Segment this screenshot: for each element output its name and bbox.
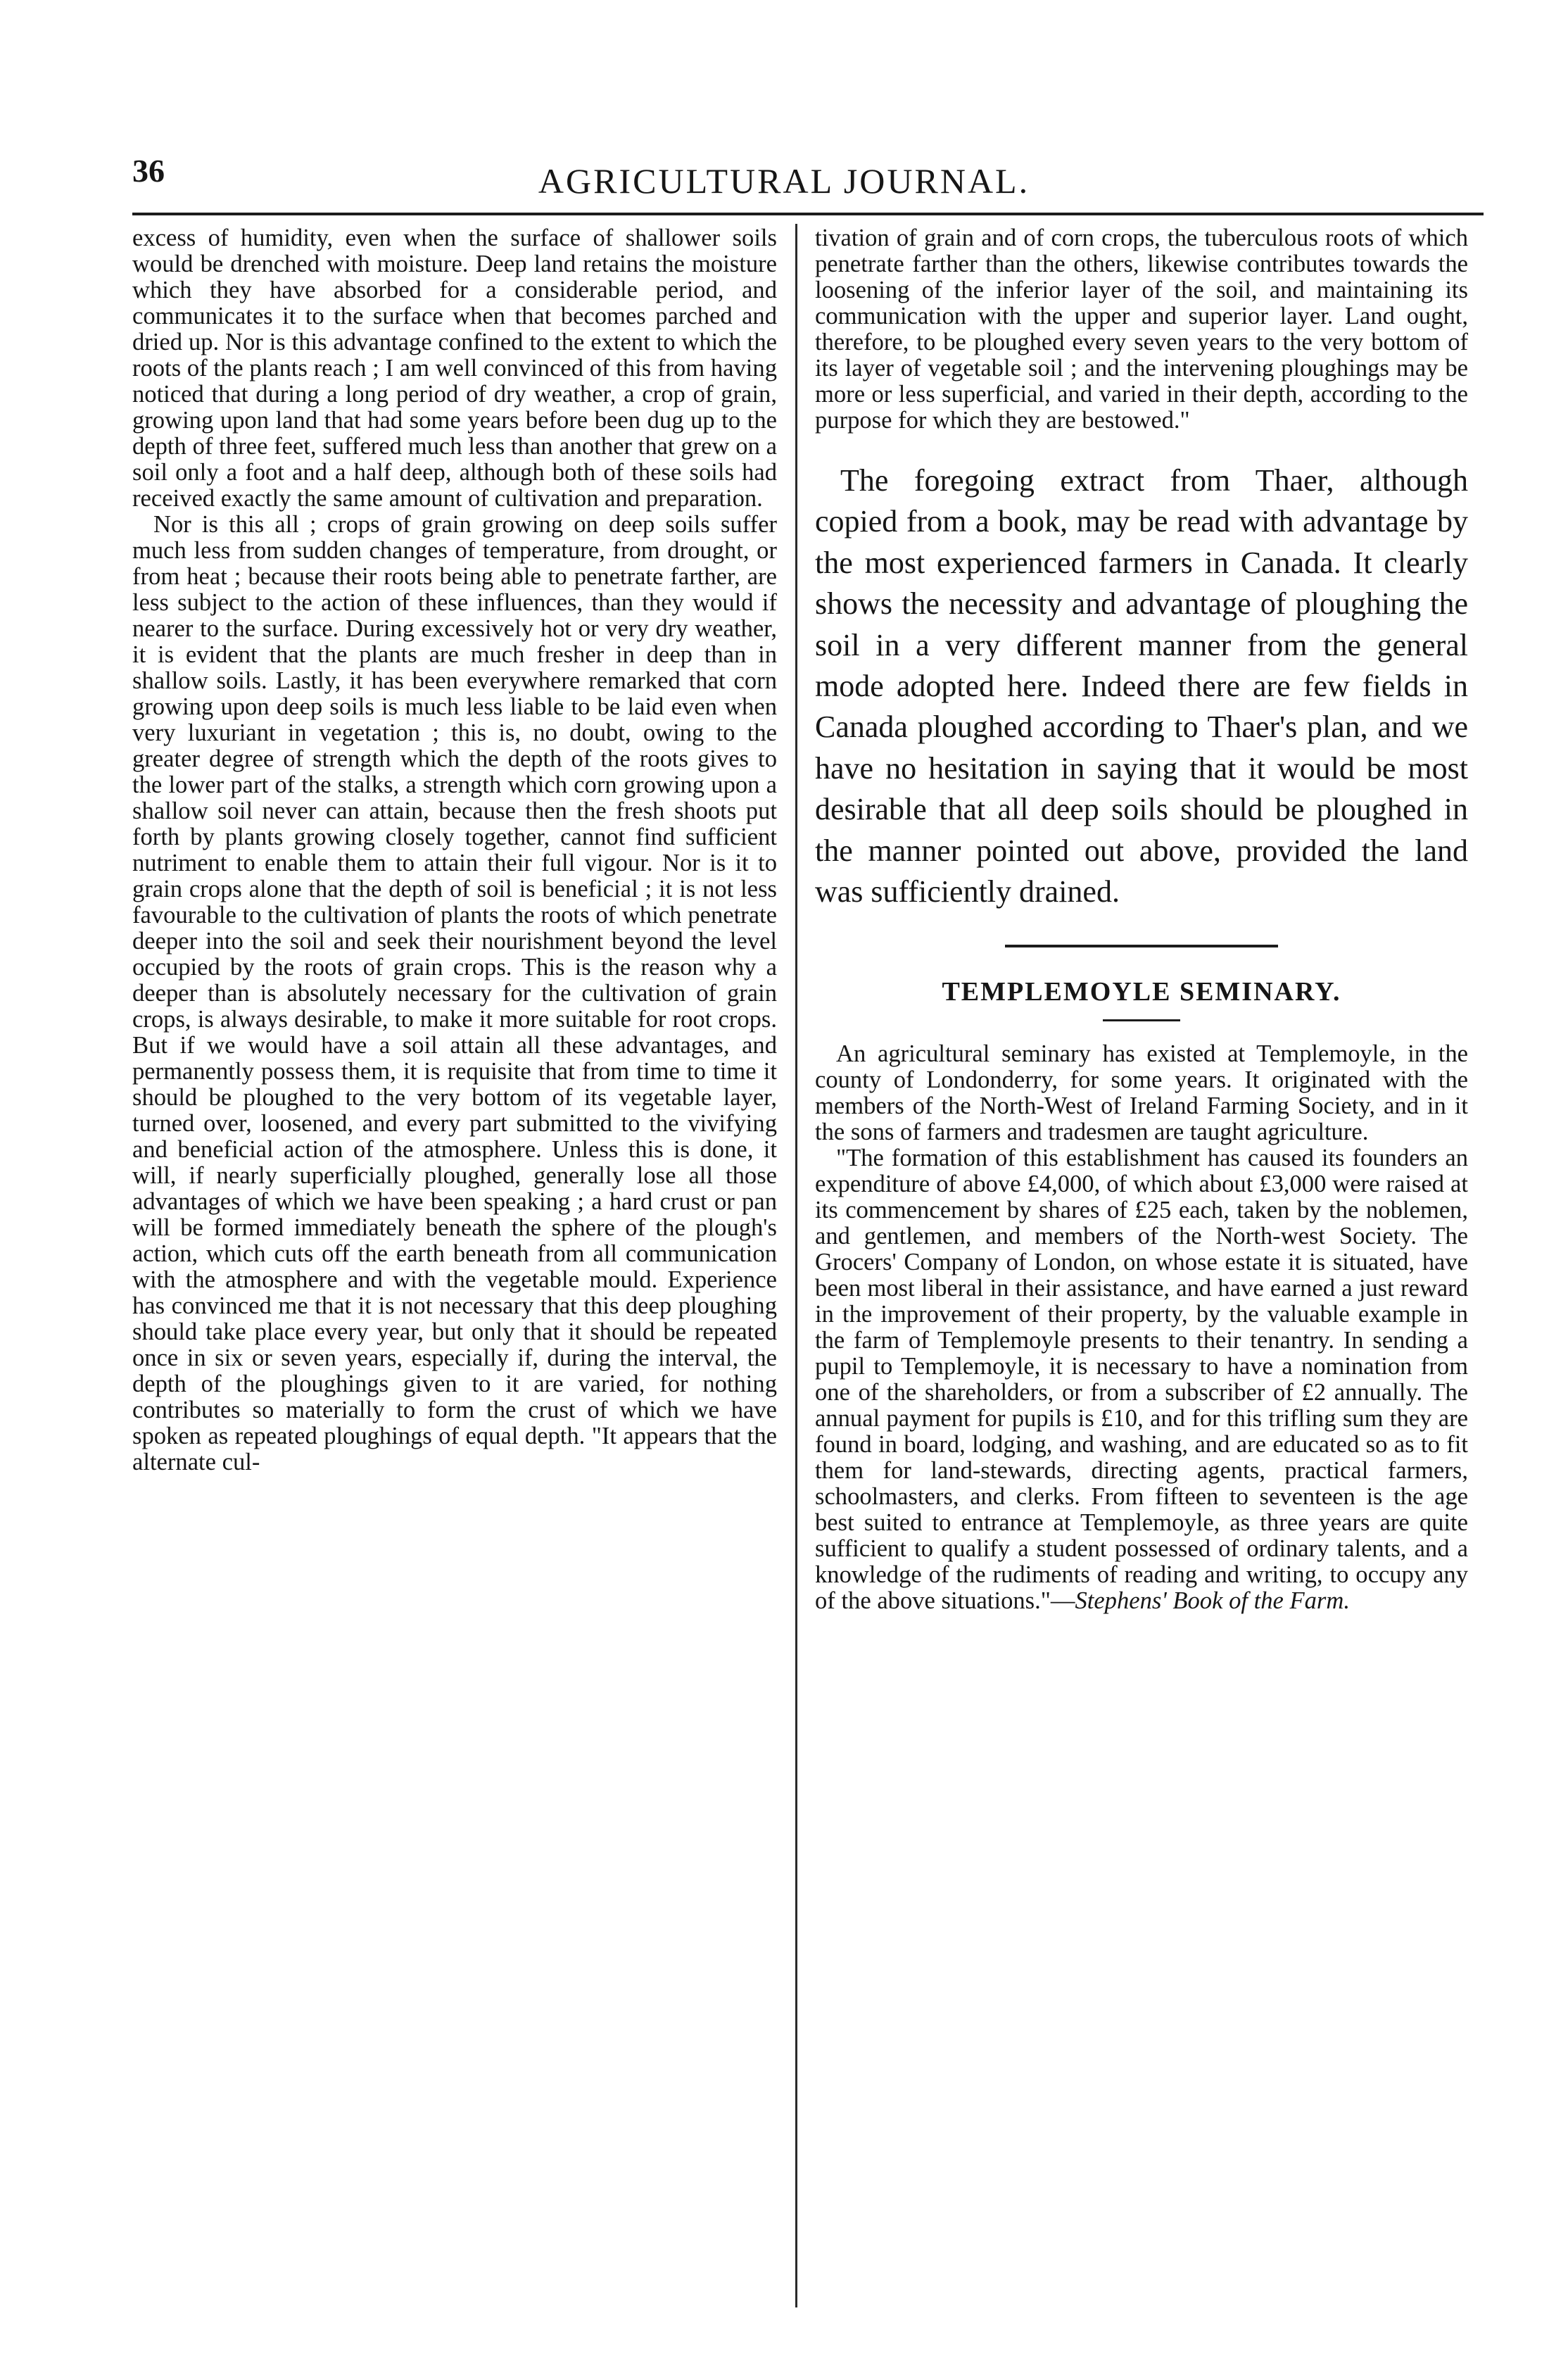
seminary-paragraph-2 bbox=[815, 1145, 1468, 1614]
column-divider bbox=[795, 224, 797, 2307]
left-column bbox=[132, 225, 777, 1475]
quote-continuation: tivation of grain and of corn crops, the tuberculous roots of which penetrate farther than the others, likewise contributes towards the loosening of the inferior layer of the soil, and maintaining its communication with the upper and superior layer. Land ought, therefore, to be ploughed every seven years to the very bottom of its layer of vegetable soil ; and the intervening ploughings may be more or less superficial, and varied in their depth, according to the purpose for which they are bestowed." bbox=[815, 225, 1468, 434]
seminary-paragraph-1: An agricultural seminary has existed at Templemoyle, in the county of Londonderry, for some years. It originated with the members of the North-West of Ireland Farming Society, and in it the sons of farmers and tradesmen are taught agriculture. bbox=[815, 1040, 1468, 1146]
right-column bbox=[815, 225, 1468, 1614]
editorial-commentary: The foregoing extract from Thaer, although copied from a book, may be read with advantage by the most experienced farmers in Canada. It clearly shows the necessity and advantage of ploughing the soil in a very different manner from the general mode adopted here. Indeed there are few fields in Canada ploughed according to Thaer's plan, and we have no hesitation in saying that it would be most desirable that all deep soils should be ploughed in the manner pointed out above, provided the land was sufficiently drained. bbox=[815, 463, 1468, 909]
running-title: AGRICULTURAL JOURNAL. bbox=[538, 161, 1030, 201]
left-paragraph-2: Nor is this all ; crops of grain growing on deep soils suffer much less from sudden changes of temperature, from drought, or from heat ; because their roots being able to penetrate farther, are less subject to the action of these influences, than they would if nearer to the surface. During excessively hot or very dry weather, it is evident that the plants are much fresher in deep than in shallow soils. Lastly, it has been everywhere remarked that corn growing upon deep soils is much less liable to be laid even when very luxuriant in vegetation ; this is, no doubt, owing to the greater degree of strength which the depth of the roots gives to the lower part of the stalks, a strength which corn growing upon a shallow soil never can attain, because then the fresh shoots put forth by plants growing closely together, cannot find sufficient nutriment to enable them to attain their full vigour. Nor is it to grain crops alone that the depth of soil is beneficial ; it is not less favourable to the cultivation of plants the roots of which penetrate deeper into the soil and seek their nourishment beyond the level occupied by the roots of grain crops. This is the reason why a deeper than is absolutely necessary for the cultivation of grain crops, is always desirable, to make it more suitable for root crops. But if we would have a soil attain all these advantages, and permanently possess them, it is requisite that from time to time it should be ploughed to the very bottom of its vegetable layer, turned over, loosened, and every part submitted to the vivifying and beneficial action of the atmosphere. Unless this is done, it will, if nearly superficially ploughed, generally lose all those advantages of which we have been speaking ; a hard crust or pan will be formed immediately beneath the sphere of the plough's action, which cuts off the earth beneath from all communication with the atmosphere and with the vegetable mould. Experience has convinced me that it is not necessary that this deep ploughing should take place every year, but only that it should be repeated once in six or seven years, especially if, during the interval, the depth of the ploughings given to it are varied, for nothing contributes so materially to form the crust of which we have spoken as repeated ploughings of equal depth. "It appears that the alternate cul- bbox=[132, 511, 777, 1475]
source-citation: Stephens' Book of the Farm. bbox=[1075, 1587, 1350, 1615]
section-title: TEMPLEMOYLE SEMINARY. bbox=[942, 977, 1341, 1007]
seminary-quote: "The formation of this establishment has caused its founders an expenditure of above £4,000, of which about £3,000 were raised at its commencement by shares of £25 each, taken by the noblemen, and gentlemen, and members of the North-west Society. The Grocers' Company of London, on whose estate it is situated, have been most liberal in their assistance, and have earned a just reward in the improvement of their property, by the valuable example in the farm of Templemoyle presents to their tenantry. In sending a pupil to Templemoyle, it is necessary to have a nomination from one of the shareholders, or from a subscriber of £2 annually. The annual payment for pupils is £10, and for this trifling sum they are found in board, lodging, and washing, and are educated so as to fit them for land-stewards, directing agents, practical farmers, schoolmasters, and clerks. From fifteen to seventeen is the age best suited to entrance at Templemoyle, as three years are quite sufficient to qualify a student possessed of ordinary talents, and a knowledge of the rudiments of reading and writing, to occupy any of the above situations."— bbox=[815, 1145, 1468, 1615]
left-paragraph-1: excess of humidity, even when the surface of shallower soils would be drenched with moisture. Deep land retains the moisture which they have absorbed for a considerable period, and communicates it to the surface when that becomes parched and dried up. Nor is this advantage confined to the extent to which the roots of the plants reach ; I am well convinced of this from having noticed that during a long period of dry weather, a crop of grain, growing upon land that had some years before been dug up to the depth of three feet, suffered much less than another that grew on a soil only a foot and a half deep, although both of these soils had received exactly the same amount of cultivation and preparation. bbox=[132, 225, 777, 512]
page-number: 36 bbox=[132, 153, 165, 189]
header-rule bbox=[132, 213, 1484, 215]
